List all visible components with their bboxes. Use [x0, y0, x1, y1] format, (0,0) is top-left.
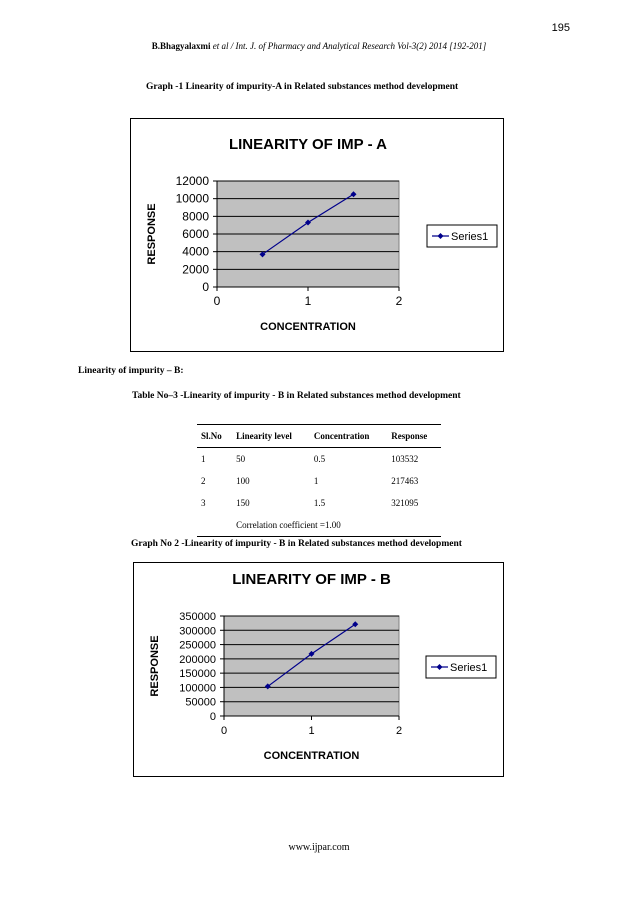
x-tick-label: 2: [395, 725, 403, 737]
table-row: [197, 470, 441, 492]
chart-linearity-imp-b: [133, 562, 504, 777]
y-tick-label: 0: [209, 711, 216, 723]
chart-title: LINEARITY OF IMP - A: [228, 136, 388, 153]
table-cell: 321095: [391, 498, 419, 508]
x-tick-label: 1: [308, 725, 315, 737]
plot-area: [224, 616, 399, 716]
running-header: [0, 41, 638, 51]
table-header-cell: Linearity level: [232, 425, 310, 448]
table-cell: 100: [236, 476, 250, 486]
table-footnote: Correlation coefficient =1.00: [232, 514, 441, 537]
y-tick-label: 250000: [179, 639, 216, 652]
x-tick-label: 0: [220, 725, 228, 737]
y-tick-label: 2000: [182, 262, 209, 277]
y-tick-label: 50000: [185, 696, 216, 709]
table-cell: 217463: [391, 476, 419, 486]
table-cell: 1: [201, 454, 206, 464]
y-axis-label: RESPONSE: [146, 203, 158, 265]
table-cell: 50: [236, 454, 246, 464]
chart-svg: [134, 563, 503, 776]
table-cell: 1: [313, 476, 319, 486]
legend: [426, 656, 496, 678]
y-tick-label: 200000: [179, 653, 216, 666]
table-header-cell: Response: [387, 425, 441, 448]
graph1-caption: Graph -1 Linearity of impurity-A in Related substances method development: [146, 82, 459, 92]
footer-url: www.ijpar.com: [288, 842, 350, 853]
y-tick-label: 6000: [182, 227, 209, 241]
chart-svg: [131, 119, 503, 351]
table-row: [197, 492, 441, 514]
chart-title: LINEARITY OF IMP - B: [232, 571, 391, 588]
table-cell: 0.5: [313, 454, 326, 464]
table-header-row: [197, 425, 441, 448]
table-cell: 3: [201, 498, 206, 508]
x-axis-label: CONCENTRATION: [263, 750, 360, 762]
graph2-caption: Graph No 2 -Linearity of impurity - B in Related substances method development: [131, 539, 462, 549]
y-tick-label: 4000: [182, 244, 209, 259]
x-tick-label: 2: [395, 294, 403, 308]
x-tick-label: 1: [304, 294, 312, 308]
table-header-cell: Concentration: [310, 425, 387, 448]
y-axis-label: RESPONSE: [149, 635, 161, 697]
x-tick-label: 0: [213, 294, 221, 308]
section-heading: Linearity of impurity – B:: [78, 366, 184, 376]
page-number: 195: [551, 22, 570, 34]
header-citation: et al / Int. J. of Pharmacy and Analytical Research Vol-3(2) 2014 [192-201]: [212, 41, 487, 51]
y-tick-label: 10000: [175, 191, 209, 206]
table-caption: Table No–3 -Linearity of impurity - B in Related substances method development: [132, 391, 461, 401]
legend: [427, 225, 497, 247]
chart-linearity-imp-a: [130, 118, 504, 352]
y-tick-label: 300000: [179, 625, 216, 638]
legend-label: Series1: [450, 662, 488, 674]
table-header-cell: Sl.No: [197, 425, 232, 448]
table-row: [197, 448, 441, 471]
x-axis-label: CONCENTRATION: [260, 321, 356, 333]
y-tick-label: 12000: [175, 174, 209, 188]
linearity-table: [197, 424, 441, 537]
legend-label: Series1: [451, 231, 489, 243]
y-tick-label: 150000: [179, 668, 216, 681]
table-footnote-row: [197, 514, 441, 537]
table-cell: 2: [201, 476, 206, 486]
y-tick-label: 350000: [179, 611, 216, 623]
header-authors: B.Bhagyalaxmi: [151, 41, 211, 51]
y-tick-label: 0: [202, 280, 209, 294]
table-cell: 1.5: [313, 498, 326, 508]
table-cell: 150: [236, 498, 250, 508]
table-cell: 103532: [391, 454, 419, 464]
y-tick-label: 8000: [182, 209, 209, 224]
y-tick-label: 100000: [179, 682, 216, 695]
